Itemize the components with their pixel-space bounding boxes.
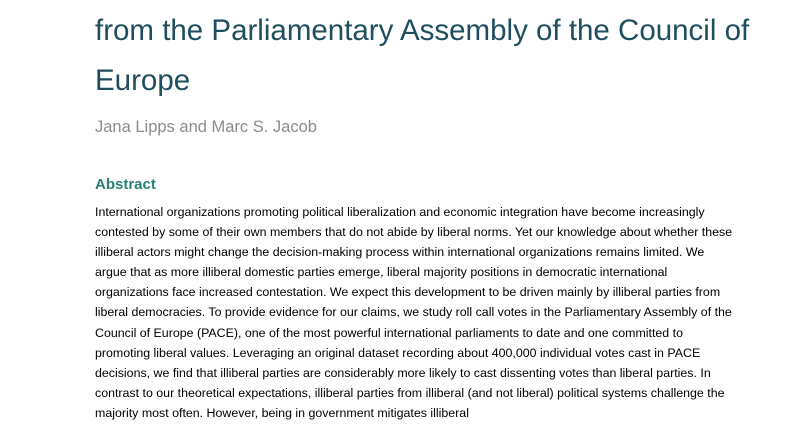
paper-title: from the Parliamentary Assembly of the Council of Europe xyxy=(95,14,750,97)
paper-authors: Jana Lipps and Marc S. Jacob xyxy=(95,118,317,136)
abstract-text: International organizations promoting political liberalization and economic integration have become increasingly contested by some of their own members that do not abide by liberal norms. Yet our knowledge about whether these illiberal actors might change the decision-making process within international organizations remains limited. We argue that as more illiberal domestic parties emerge, liberal majority positions in democratic international organizations face increased contestation. We expect this development to be driven mainly by illiberal parties from liberal democracies. To provide evidence for our claims, we study roll call votes in the Parliamentary Assembly of the Council of Europe (PACE), one of the most powerful international parliaments to date and one committed to promoting liberal values. Leveraging an original dataset recording about 400,000 individual votes cast in PACE decisions, we find that illiberal parties are considerably more likely to cast dissenting votes than liberal parties. In contrast to our theoretical expectations, illiberal parties from illiberal (and not liberal) political systems challenge the majority most often. However, being in government mitigates illiberal xyxy=(95,205,733,420)
abstract-heading: Abstract xyxy=(95,176,156,193)
